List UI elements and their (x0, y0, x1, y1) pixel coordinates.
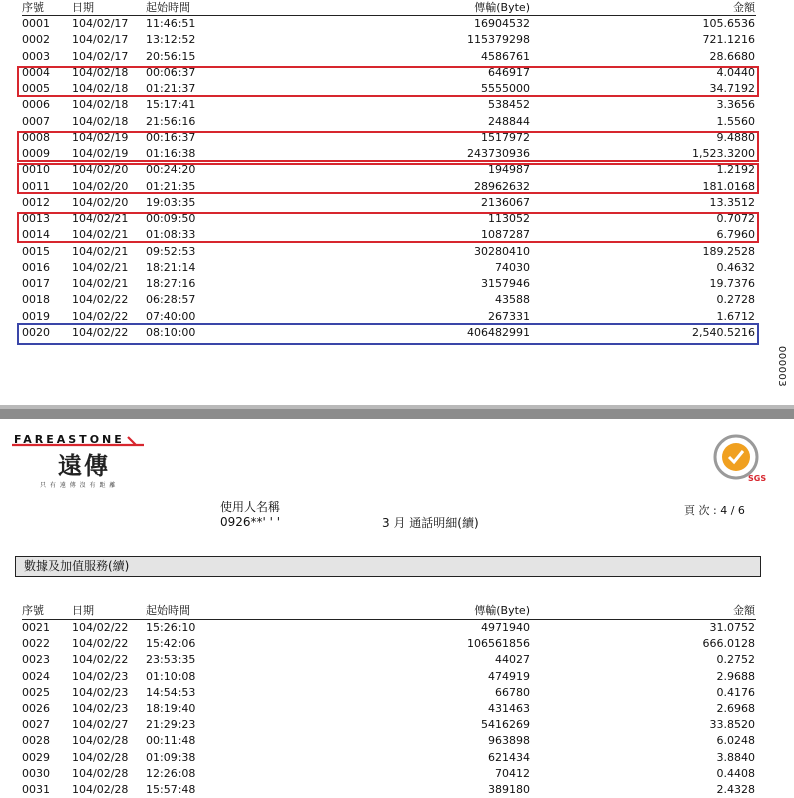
bottom-table-row-cell: 23:53:35 (146, 653, 196, 667)
top-table-row-cell: 267331 (488, 309, 530, 323)
top-table-row-cell: 0017 (22, 277, 50, 290)
top-table-row-cell: 0006 (22, 98, 50, 112)
top-table-row-cell: 0020 (22, 325, 50, 339)
top-table-row-cell: 6.7960 (716, 228, 755, 242)
top-table-row-cell: 11:46:51 (146, 17, 196, 30)
top-table-row-cell: 00:09:50 (146, 212, 196, 225)
top-table-row-cell: 00:16:37 (146, 130, 196, 144)
top-table-row-cell: 01:21:35 (146, 179, 196, 193)
top-table-row-cell: 2136067 (481, 195, 530, 209)
bottom-table-row-cell: 106561856 (467, 637, 530, 651)
bottom-table-row-cell: 0028 (22, 734, 50, 748)
bottom-table-row-cell: 01:09:38 (146, 750, 196, 764)
bottom-table-row-cell: 2.9688 (716, 669, 755, 683)
top-table-row-cell: 09:52:53 (146, 244, 196, 258)
highlight-box-0004-0005 (17, 66, 759, 97)
top-table-row-cell: 18:27:16 (146, 277, 196, 290)
top-table-row-cell: 00:06:37 (146, 65, 196, 79)
top-table-row-cell: 104/02/19 (72, 130, 129, 144)
brand-logo-cn: 遠傳 (58, 452, 110, 480)
bottom-table-row-cell: 5416269 (481, 718, 530, 732)
top-table-row-cell: 16904532 (474, 17, 530, 30)
top-table-row-cell: 113052 (488, 212, 530, 225)
top-table-row-cell: 4586761 (481, 49, 530, 63)
top-table-row-cell: 1,523.3200 (692, 147, 755, 160)
top-table-row-cell: 104/02/22 (72, 293, 129, 307)
bottom-table-row-cell: 0025 (22, 685, 50, 699)
top-table-header-cell: 金額 (733, 1, 755, 14)
top-table-header-cell: 起始時間 (146, 1, 190, 14)
top-table-row-cell: 1087287 (481, 228, 530, 242)
top-table-row-cell: 0001 (22, 17, 50, 30)
top-table-row-cell: 0008 (22, 130, 50, 144)
section-title: 數據及加值服務(續) (15, 556, 761, 577)
top-table-row-cell: 646917 (488, 65, 530, 79)
top-table-row-cell: 181.0168 (702, 179, 755, 193)
top-table-row-cell: 406482991 (467, 325, 530, 339)
top-table-row-cell: 74030 (495, 260, 530, 274)
top-table-row-cell: 1.2192 (716, 163, 755, 177)
top-table-row-cell: 248844 (488, 114, 530, 128)
top-table-row-cell: 15:17:41 (146, 98, 196, 112)
top-table-row-cell: 13:12:52 (146, 33, 196, 47)
top-table-row-cell: 104/02/22 (72, 309, 129, 323)
top-table-row-cell: 0011 (22, 179, 50, 193)
top-table-row-cell: 4.0440 (716, 65, 755, 79)
top-table-row-cell: 0019 (22, 309, 50, 323)
bottom-table-row-cell: 104/02/22 (72, 621, 129, 634)
top-table-row-cell: 104/02/21 (72, 228, 129, 242)
bottom-table-row-cell: 21:29:23 (146, 718, 196, 732)
bottom-table-row-cell: 14:54:53 (146, 685, 196, 699)
bottom-table-row-cell: 66780 (495, 685, 530, 699)
highlight-box-0020 (17, 323, 759, 345)
bottom-table-row-cell: 474919 (488, 669, 530, 683)
bottom-table-row-cell: 6.0248 (716, 734, 755, 748)
top-table-row-cell: 0.4632 (716, 260, 755, 274)
bottom-table-row-cell: 0026 (22, 702, 50, 715)
bottom-table-row-cell: 0030 (22, 766, 50, 780)
top-table-row-cell: 0005 (22, 82, 50, 95)
bottom-table-row-cell: 431463 (488, 702, 530, 715)
bottom-table-row-cell: 18:19:40 (146, 702, 196, 715)
top-table-row-cell: 0012 (22, 195, 50, 209)
bottom-table-row-cell: 104/02/22 (72, 653, 129, 667)
bottom-table-row-cell: 104/02/28 (72, 734, 129, 748)
top-table-row-cell: 104/02/20 (72, 163, 129, 177)
bottom-table-row-cell: 0031 (22, 783, 50, 796)
highlight-box-0008-0009 (17, 131, 759, 162)
top-table-row-cell: 3.3656 (716, 98, 755, 112)
page-separator (0, 405, 794, 419)
top-table-row-cell: 104/02/17 (72, 49, 129, 63)
top-table-row-cell: 721.1216 (702, 33, 755, 47)
top-table-row-cell: 104/02/21 (72, 260, 129, 274)
top-table-row-cell: 08:10:00 (146, 325, 196, 339)
top-table-row-cell: 01:08:33 (146, 228, 196, 242)
top-table-row-cell: 5555000 (481, 82, 530, 95)
top-table-row-cell: 43588 (495, 293, 530, 307)
top-table-row-cell: 104/02/17 (72, 33, 129, 47)
bottom-table-row-cell: 104/02/28 (72, 783, 129, 796)
top-table-row-cell: 0.7072 (716, 212, 755, 225)
top-table-row-cell: 1.6712 (716, 309, 755, 323)
bottom-table-row-cell: 4971940 (481, 621, 530, 634)
bottom-table-header-cell: 起始時間 (146, 604, 190, 617)
top-table-row-cell: 07:40:00 (146, 309, 196, 323)
bottom-table-row-cell: 104/02/22 (72, 637, 129, 651)
top-table-row-cell: 06:28:57 (146, 293, 196, 307)
top-table-row-cell: 20:56:15 (146, 49, 196, 63)
top-table-row-cell: 194987 (488, 163, 530, 177)
bottom-table-row-cell: 963898 (488, 734, 530, 748)
bottom-table-header-cell: 傳輸(Byte) (474, 604, 530, 617)
bottom-table-header-cell: 日期 (72, 604, 94, 617)
bottom-table-header-cell: 金額 (733, 604, 755, 617)
top-table-header-cell: 日期 (72, 1, 94, 14)
bottom-table-row-cell: 12:26:08 (146, 766, 196, 780)
bottom-table-row-cell: 621434 (488, 750, 530, 764)
highlight-box-0013-0014 (17, 212, 759, 243)
bottom-table-row-cell: 0024 (22, 669, 50, 683)
top-table-row-cell: 105.6536 (702, 17, 755, 30)
top-table-row-cell: 104/02/19 (72, 147, 129, 160)
top-table-row-cell: 0015 (22, 244, 50, 258)
bottom-table-row-cell: 104/02/28 (72, 766, 129, 780)
bottom-table-row-cell: 0023 (22, 653, 50, 667)
top-table-row-cell: 01:21:37 (146, 82, 196, 95)
top-table-row-cell: 243730936 (467, 147, 530, 160)
top-table-row-cell: 0003 (22, 49, 50, 63)
user-phone: 0926**' ' ' (220, 515, 281, 529)
top-table-row-cell: 0010 (22, 163, 50, 177)
top-table-row-cell: 1517972 (481, 130, 530, 144)
top-table-row-cell: 104/02/20 (72, 195, 129, 209)
top-table-row-cell: 1.5560 (716, 114, 755, 128)
top-table-row-cell: 104/02/18 (72, 98, 129, 112)
bottom-table-row-cell: 2.6968 (716, 702, 755, 715)
top-table-row-cell: 28.6680 (709, 49, 755, 63)
top-table-row-cell: 00:24:20 (146, 163, 196, 177)
bottom-table-row-cell: 2.4328 (716, 783, 755, 796)
top-table-row-cell: 0007 (22, 114, 50, 128)
bottom-table-row-cell: 00:11:48 (146, 734, 196, 748)
bottom-table-row-cell: 0029 (22, 750, 50, 764)
bottom-table-row-cell: 104/02/28 (72, 750, 129, 764)
top-table-header-cell: 序號 (22, 1, 44, 14)
brand-logo-text: FAREASTONE (14, 433, 125, 446)
bottom-table-row-cell: 0021 (22, 621, 50, 634)
bottom-table-row-cell: 389180 (488, 783, 530, 796)
top-table-row-cell: 0009 (22, 147, 50, 160)
top-table-row-cell: 104/02/22 (72, 325, 129, 339)
page-number: 頁 次 : 4 / 6 (684, 504, 745, 517)
brand-tagline: 只 有 遠 傳 沒 有 距 離 (40, 482, 117, 489)
top-table-row-cell: 0013 (22, 212, 50, 225)
bottom-table-row-cell: 0.4408 (716, 766, 755, 780)
top-table-row-cell: 19.7376 (709, 277, 755, 290)
top-table-row-cell: 0016 (22, 260, 50, 274)
top-table-row-cell: 21:56:16 (146, 114, 196, 128)
top-table-row-cell: 19:03:35 (146, 195, 196, 209)
top-table-row-cell: 0014 (22, 228, 50, 242)
bottom-table-row-cell: 15:26:10 (146, 621, 196, 634)
top-table-row-cell: 0.2728 (716, 293, 755, 307)
bottom-table-row-cell: 01:10:08 (146, 669, 196, 683)
top-table-row-cell: 18:21:14 (146, 260, 196, 274)
top-table-row-cell: 0018 (22, 293, 50, 307)
bottom-table-row-cell: 33.8520 (709, 718, 755, 732)
top-table-row-cell: 104/02/18 (72, 82, 129, 95)
top-table-header-cell: 傳輸(Byte) (474, 1, 530, 14)
top-table-row-cell: 13.3512 (709, 195, 755, 209)
bottom-table-row-cell: 70412 (495, 766, 530, 780)
top-table-row-cell: 104/02/18 (72, 114, 129, 128)
top-table-row-cell: 115379298 (467, 33, 530, 47)
top-table-row-cell: 30280410 (474, 244, 530, 258)
top-table-row-cell: 538452 (488, 98, 530, 112)
bottom-table-row-cell: 0022 (22, 637, 50, 651)
bottom-table-row-cell: 0.4176 (716, 685, 755, 699)
bottom-table-row-cell: 44027 (495, 653, 530, 667)
bottom-table-header-cell: 序號 (22, 604, 44, 617)
bottom-table-row-cell: 15:57:48 (146, 783, 196, 796)
user-name-label: 使用人名稱 (220, 500, 281, 514)
top-table-row-cell: 0002 (22, 33, 50, 47)
page-side-code: 000003 (776, 346, 787, 388)
top-table-row-cell: 34.7192 (709, 82, 755, 95)
bottom-table-row-cell: 0.2752 (716, 653, 755, 667)
bottom-table-row-cell: 104/02/23 (72, 669, 129, 683)
highlight-box-0010-0011 (17, 163, 759, 194)
top-table-row-cell: 104/02/21 (72, 212, 129, 225)
bottom-table-row-cell: 0027 (22, 718, 50, 732)
top-table-row-cell: 0004 (22, 65, 50, 79)
bottom-table-row-cell: 15:42:06 (146, 637, 196, 651)
top-table-row-cell: 104/02/17 (72, 17, 129, 30)
bottom-table-row-cell: 3.8840 (716, 750, 755, 764)
bottom-table-row-cell: 104/02/27 (72, 718, 129, 732)
sgs-certification-icon (710, 433, 768, 485)
bottom-table-row-cell: 666.0128 (702, 637, 755, 651)
bottom-table-row-cell: 104/02/23 (72, 702, 129, 715)
top-table-row-cell: 9.4880 (716, 130, 755, 144)
top-table-row-cell: 104/02/20 (72, 179, 129, 193)
svg-text:SGS: SGS (748, 474, 767, 483)
statement-title: 3 月 通話明細(續) (382, 516, 479, 530)
top-table-row-cell: 01:16:38 (146, 147, 196, 160)
top-table-row-cell: 104/02/21 (72, 277, 129, 290)
bottom-table-row-cell: 104/02/23 (72, 685, 129, 699)
top-table-row-cell: 104/02/21 (72, 244, 129, 258)
bottom-table-row-cell: 31.0752 (709, 621, 755, 634)
top-table-row-cell: 3157946 (481, 277, 530, 290)
top-table-row-cell: 104/02/18 (72, 65, 129, 79)
top-table-row-cell: 2,540.5216 (692, 325, 755, 339)
top-table-row-cell: 28962632 (474, 179, 530, 193)
top-table-row-cell: 189.2528 (702, 244, 755, 258)
